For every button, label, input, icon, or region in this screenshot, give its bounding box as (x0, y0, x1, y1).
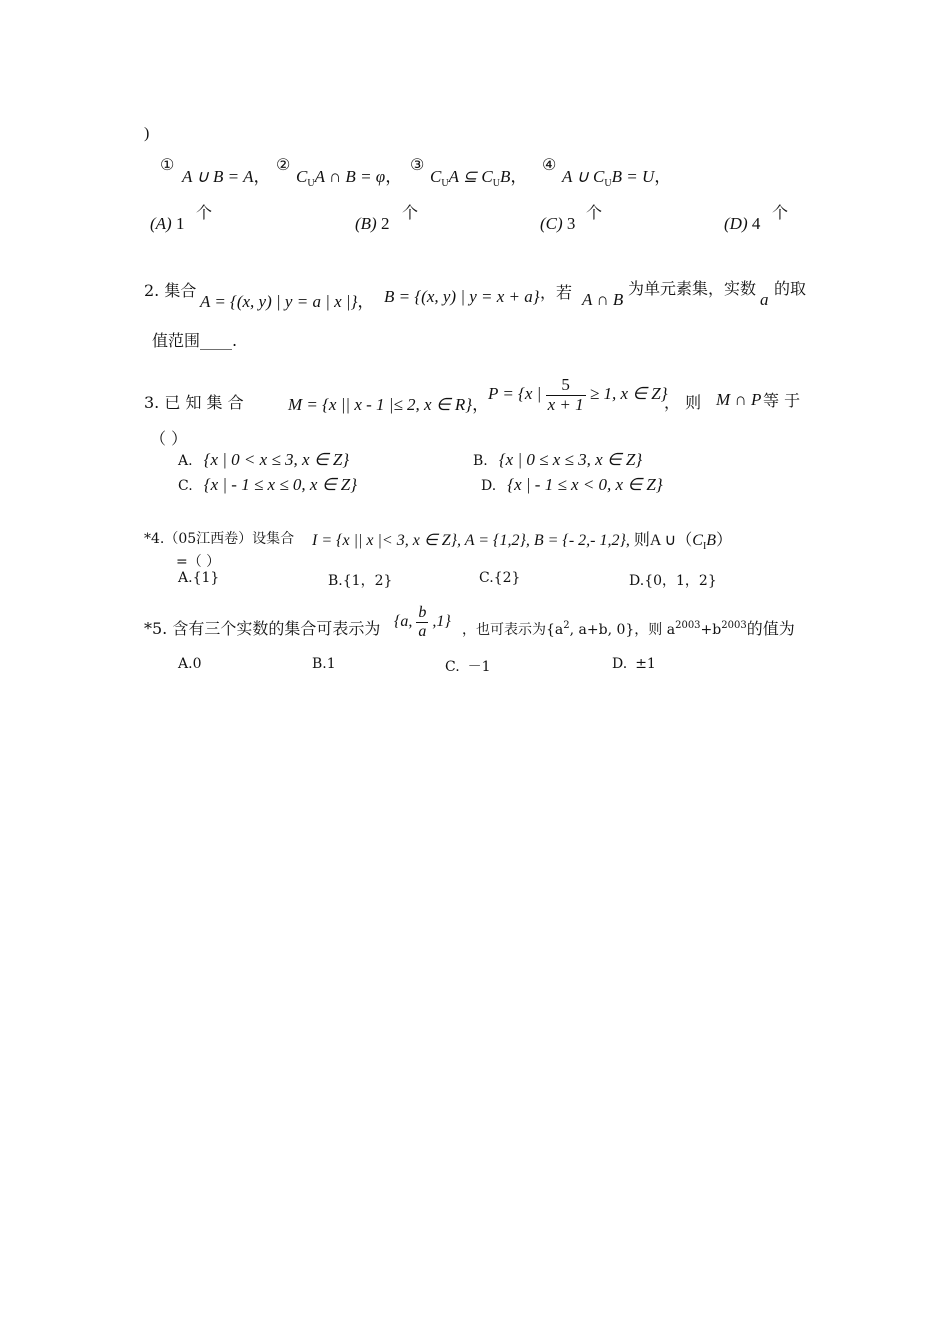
q1-option-d-unit: 个 (772, 203, 789, 222)
q4-eq: =（ ） (176, 554, 221, 570)
q1-option-b-unit: 个 (402, 203, 419, 222)
q1-option-a: (A) 1 (150, 214, 185, 233)
q2-var: a (760, 290, 769, 309)
q3-paren: （ ） (150, 429, 188, 448)
q4-option-a: A.{1} (178, 570, 220, 586)
q5-number: *5. 含有三个实数的集合可表示为 (144, 619, 381, 638)
q1-statement-1-expr: A ∪ B = A， (182, 167, 271, 186)
q5-fraction: $\frac{b}{a}$ (418, 604, 427, 640)
q1-option-a-unit: 个 (196, 203, 213, 222)
q1-option-b: (B) 2 (355, 214, 390, 233)
q3-option-d: D. {x | - 1 ≤ x < 0, x ∈ Z} (481, 475, 663, 494)
q4-sets: I = {x || x |< 3, x ∈ Z}, A = {1,2}, B = {- 2,- 1,2}, 则A $\cup(C_IB)$ (312, 532, 733, 552)
q1-statement-4: ④ (542, 155, 557, 174)
q4-option-c: C.{2} (479, 570, 521, 586)
q1-statement-1: ① (160, 155, 175, 174)
q3-set-p: P = {x | $\frac{5}{x + 1}$ ≥ 1, x ∈ Z} (488, 375, 668, 414)
q5-option-d: D. ±1 (612, 656, 656, 672)
q2-if: ，若 (540, 283, 573, 302)
q1-statement-2-expr: $C_UA$ ∩ B = φ， (296, 167, 403, 189)
q2-line2: 值范围____. (152, 331, 238, 350)
q2-intersect: A ∩ B (582, 290, 624, 309)
q2-text1: 为单元素集，实数 (628, 279, 757, 298)
q1-statement-4-expr: A ∪ $C_UB = U$， (562, 167, 672, 189)
q5-rest: ，也可表示为{$a^2$, a+b, 0}，则 $a^{2003}+b^{2003}$的值为 (462, 619, 795, 638)
q2-text2: 的取 (774, 279, 807, 298)
q4-number: *4.（05江西卷）设集合 (144, 531, 295, 547)
q2-set-b: B = {(x, y) | y = x + a} (384, 287, 540, 306)
q3-option-c: C. {x | - 1 ≤ x ≤ 0, x ∈ Z} (178, 475, 358, 494)
q4-option-d: D.{0，1，2} (629, 573, 717, 589)
q5-option-c: C. －1 (445, 659, 491, 675)
q1-option-c: (C) 3 (540, 214, 576, 233)
q3-set-m: M = {x || x - 1 |≤ 2, x ∈ R}， (288, 395, 490, 414)
q1-paren: ) (144, 125, 150, 142)
q3-number: 3. 已 知 集 合 (144, 393, 244, 412)
q3-then: ， 则 (664, 393, 702, 412)
q5-option-a: A.0 (178, 656, 202, 672)
q3-expr: M ∩ P (716, 390, 762, 409)
q4-option-b: B.{1，2} (328, 573, 393, 589)
q1-statement-3-expr: $C_UA$ ⊆ $C_UB$， (430, 167, 528, 189)
q3-option-a: A. {x | 0 < x ≤ 3, x ∈ Z} (178, 450, 350, 469)
q1-statement-2: ② (276, 155, 291, 174)
q2-set-a: A = {(x, y) | y = a | x |}， (200, 292, 375, 311)
q5-option-b: B.1 (312, 656, 336, 672)
q1-option-d: (D) 4 (724, 214, 761, 233)
q3-tail: 等 于 (763, 391, 801, 410)
q1-statement-3: ③ (410, 155, 425, 174)
q5-set1: {a, $\frac{b}{a}$ ,1} (394, 604, 451, 640)
q3-option-b: B. {x | 0 ≤ x ≤ 3, x ∈ Z} (473, 450, 643, 469)
q2-number: 2. 集合 (144, 281, 197, 300)
q1-option-c-unit: 个 (586, 203, 603, 222)
q3-fraction: $\frac{5}{x + 1}$ (547, 375, 584, 414)
